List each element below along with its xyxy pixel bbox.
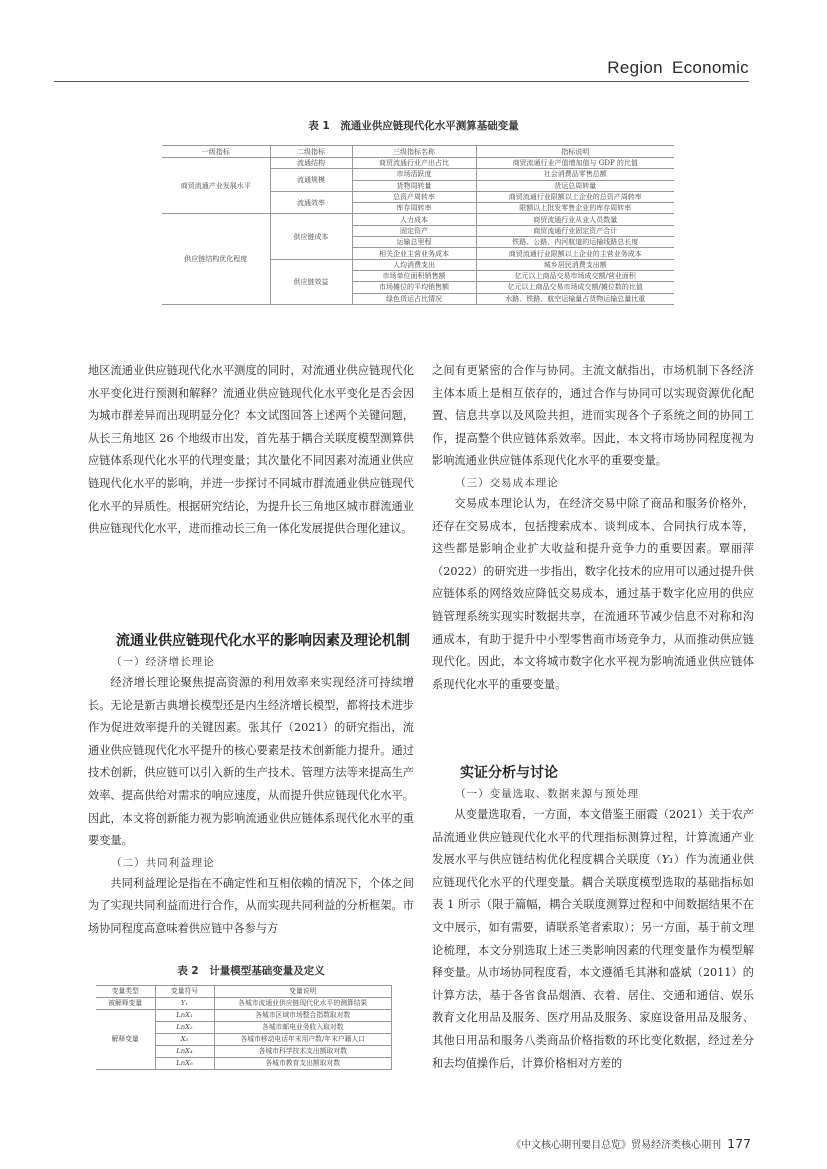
footer-journal-label: 《中文核心期刊要目总览》贸易经济类核心期刊 [511, 1140, 722, 1151]
table1-desc-cell: 商贸流通行业限额以上企业的总资产周转率 [476, 191, 674, 202]
subsection-title-variables: （一）变量选取、数据来源与预处理 [455, 788, 640, 800]
table2-header-cell: 变量类型 [96, 986, 155, 998]
table1-level2-cell: 流通效率 [270, 191, 352, 214]
table2-caption: 表 2 计量模型基础变量及定义 [177, 965, 325, 977]
table1-name-cell: 总资产周转率 [352, 191, 476, 202]
table2-header-cell: 变量说明 [214, 986, 392, 998]
table1-desc-cell: 城乡居民消费支出额 [476, 259, 674, 270]
table2-header-cell: 变量符号 [155, 986, 214, 998]
table1-caption: 表 1 流通业供应链现代化水平测算基础变量 [308, 120, 519, 132]
table1-row [162, 214, 674, 225]
table1-name-cell: 绿色货运占比情况 [352, 293, 476, 304]
table1-name-cell: 人力成本 [352, 214, 476, 225]
table2-row [96, 1010, 392, 1022]
table2-desc-cell: 各城市邮电业务收入取对数 [214, 1022, 392, 1034]
table1-level2-cell: 流通结构 [270, 158, 352, 169]
variables-paragraph [432, 804, 754, 1075]
table1-desc-cell: 商贸流通行业从业人员数量 [476, 214, 674, 225]
economic-growth-paragraph: 经济增长理论聚焦提高资源的利用效率来实现经济可持续增长。无论是新古典增长模型还是内生经济增长模型，都将技术进步作为促进效率提升的关键因素。张其仔（2021）的研究指出，流通业供应链现代化水平提升的核心要素是技术创新能力提升。通过技术创新，供应链可以引入新的生产技术、管理方法等来提高生产效率、提高供给对需求的响应速度，从而提升供应链现代化水平。因此，本文将创新能力视为影响流通业供应链体系现代化水平的重要变量。 [88, 676, 414, 848]
table1-desc-cell: 水路、铁路、航空运输量占货物运输总量比重 [476, 293, 674, 304]
table2-desc-cell: 各城市教育支出额取对数 [214, 1058, 392, 1070]
table2-symbol-cell: LnX₅ [155, 1058, 214, 1070]
table1-desc-cell: 亿元以上商品交易市场成交额/摊位数的比值 [476, 282, 674, 293]
left-column-top [88, 360, 414, 541]
variables-paragraph-part2: ）作为流通业供应链现代化水平的代理变量。耦合关联度模型选取的基础指标如表 1 所示（限于篇幅，耦合关联度测算过程和中间数据结果不在文中展示，如有需要，请联系笔者索取）；另一方面，基于前文理论梳理，本文分别选取上述三类影响因素的代理变量作为模型解释变量。从市场协同程度看，本文遵循毛其淋和盛斌（2011）的计算方法，基于各省食品烟酒、衣着、居住、交通和通信、娱乐教育文化用品及服务、医疗用品及服务、家庭设备用品及服务、其他日用品和服务八类商品价格指数的环比变化数据，经过差分和去均值操作后，计算价格相对方差的 [432, 853, 754, 1070]
table1-name-cell: 人均消费支出 [352, 259, 476, 270]
table1-header-row [162, 146, 674, 158]
table1-desc-cell: 商贸流通行业产值增加值与 GDP 的比值 [476, 158, 674, 169]
table2-symbol-cell: LnX₁ [155, 1010, 214, 1022]
journal-section-header: Region Economic [607, 58, 749, 77]
table1-desc-cell: 铁路、公路、内河航道的运输线路总长度 [476, 237, 674, 248]
table1-name-cell: 市场活跃度 [352, 169, 476, 180]
table1-level1-cell: 供应链结构优化程度 [162, 214, 270, 304]
table2-type-cell: 被解释变量 [96, 998, 155, 1010]
page-footer [511, 1136, 751, 1151]
subsection-title-economic-growth: （一）经济增长理论 [111, 656, 215, 668]
section-title-empirical: 实证分析与讨论 [460, 765, 558, 781]
table1 [162, 145, 674, 305]
common-interest-continued-paragraph: 之间有更紧密的合作与协同。主流文献指出，市场机制下各经济主体本质上是相互依存的，通过合作与协同可以实现资源优化配置、信息共享以及风险共担，进而实现各个子系统之间的协同工作，提高整个供应链体系效率。因此，本文将市场协同程度视为影响流通业供应链体系现代化水平的重要变量。 [432, 364, 754, 468]
table1-row [162, 158, 674, 169]
table2 [96, 985, 392, 1070]
table1-desc-cell: 社会消费品零售总额 [476, 169, 674, 180]
table1-level2-cell: 供应链成本 [270, 214, 352, 259]
table1-desc-cell: 货运总周转量 [476, 180, 674, 191]
table2-symbol-cell: LnX₄ [155, 1046, 214, 1058]
table2-symbol-cell: LnX₂ [155, 1022, 214, 1034]
table2-symbol-cell: Y₁ [155, 998, 214, 1010]
table2-row [96, 998, 392, 1010]
table1-name-cell: 市场单位面积销售额 [352, 270, 476, 281]
table2-symbol-cell: X₃ [155, 1034, 214, 1046]
right-column [432, 360, 754, 696]
table1-desc-cell: 限额以上批发零售企业的库存周转率 [476, 203, 674, 214]
table1-level2-cell: 流通规模 [270, 169, 352, 192]
right-column-empirical [432, 762, 754, 1075]
table2-type-cell: 解释变量 [96, 1010, 155, 1070]
left-column-section [88, 630, 414, 941]
table2-desc-cell: 各城市区域市场整合指数取对数 [214, 1010, 392, 1022]
subsection-title-transaction-cost: （三）交易成本理论 [455, 476, 559, 489]
section-title-influencing-factors: 流通业供应链现代化水平的影响因素及理论机制 [116, 633, 410, 649]
transaction-cost-paragraph: 交易成本理论认为，在经济交易中除了商品和服务价格外，还存在交易成本，包括搜索成本、谈判成本、合同执行成本等，这些都是影响企业扩大收益和提升竞争力的重要因素。覃丽萍（2022）的研究进一步指出，数字化技术的应用可以通过提升供应链体系的网络效应降低交易成本，通过基于数字化应用的供应链管理系统实现实时数据共享，在流通环节减少信息不对称和沟通成本，有助于提升中小型零售商市场竞争力，从而推动供应链现代化。因此，本文将城市数字化水平视为影响流通业供应链体系现代化水平的重要变量。 [432, 496, 754, 691]
table2-header-row [96, 986, 392, 998]
common-interest-paragraph: 共同利益理论是指在不确定性和互相依赖的情况下，个体之间为了实现共同利益而进行合作，从而实现共同利益的分析框架。市场协同程度高意味着供应链中各参与方 [88, 876, 414, 935]
table2-desc-cell: 各城市科学技术支出额取对数 [214, 1046, 392, 1058]
variables-paragraph-part1: 从变量选取看，一方面，本文借鉴王丽霞（2021）关于农产品流通业供应链现代化水平的代理指标测算过程，计算流通产业发展水平与供应链结构优化程度耦合关联度（ [432, 808, 754, 867]
table2-desc-cell: 各城市移动电话年末用户数/年末户籍人口 [214, 1034, 392, 1046]
table1-desc-cell: 亿元以上商品交易市场成交额/营业面积 [476, 270, 674, 281]
table1-header-cell: 一级指标 [162, 146, 270, 158]
subsection-title-common-interest: （二）共同利益理论 [111, 856, 215, 869]
header-rule [54, 81, 749, 82]
intro-paragraph: 地区流通业供应链现代化水平测度的同时，对流通业供应链现代化水平变化进行预测和解释？流通业供应链现代化水平变化是否会因为城市群差异而出现明显分化？本文试图回答上述两个关键问题，从长三角地区 26 个地级市出发，首先基于耦合关联度模型测算供应链体系现代化水平的代理变量；其次量化不同因素对流通业供应链现代化水平的影响，并进一步探讨不同城市群流通业供应链现代化水平的异质性。根据研究结论，为提升长三角地区城市群流通业供应链现代化水平，进而推动长三角一体化发展提供合理化建议。 [88, 364, 414, 536]
table1-name-cell: 市场摊位的平均销售额 [352, 282, 476, 293]
page-number: 177 [727, 1136, 751, 1151]
table1-level1-cell: 商贸流通产业发展水平 [162, 158, 270, 214]
table1-desc-cell: 商贸流通行业固定资产合计 [476, 225, 674, 236]
table2-desc-cell: 各城市流通业供应链现代化水平的测算结果 [214, 998, 392, 1010]
table1-name-cell: 货物周转量 [352, 180, 476, 191]
variable-y1: Y₁ [661, 853, 674, 867]
table1-header-cell: 三级指标名称 [352, 146, 476, 158]
table1-desc-cell: 商贸流通行业限额以上企业的主营业务成本 [476, 248, 674, 259]
table1-name-cell: 商贸流通行业产出占比 [352, 158, 476, 169]
table1-name-cell: 固定资产 [352, 225, 476, 236]
table1-name-cell: 库存周转率 [352, 203, 476, 214]
table1-name-cell: 运输总里程 [352, 237, 476, 248]
table1-level2-cell: 供应链效益 [270, 259, 352, 304]
table1-header-cell: 二级指标 [270, 146, 352, 158]
table1-name-cell: 相关企业主营业务成本 [352, 248, 476, 259]
table1-header-cell: 指标说明 [476, 146, 674, 158]
